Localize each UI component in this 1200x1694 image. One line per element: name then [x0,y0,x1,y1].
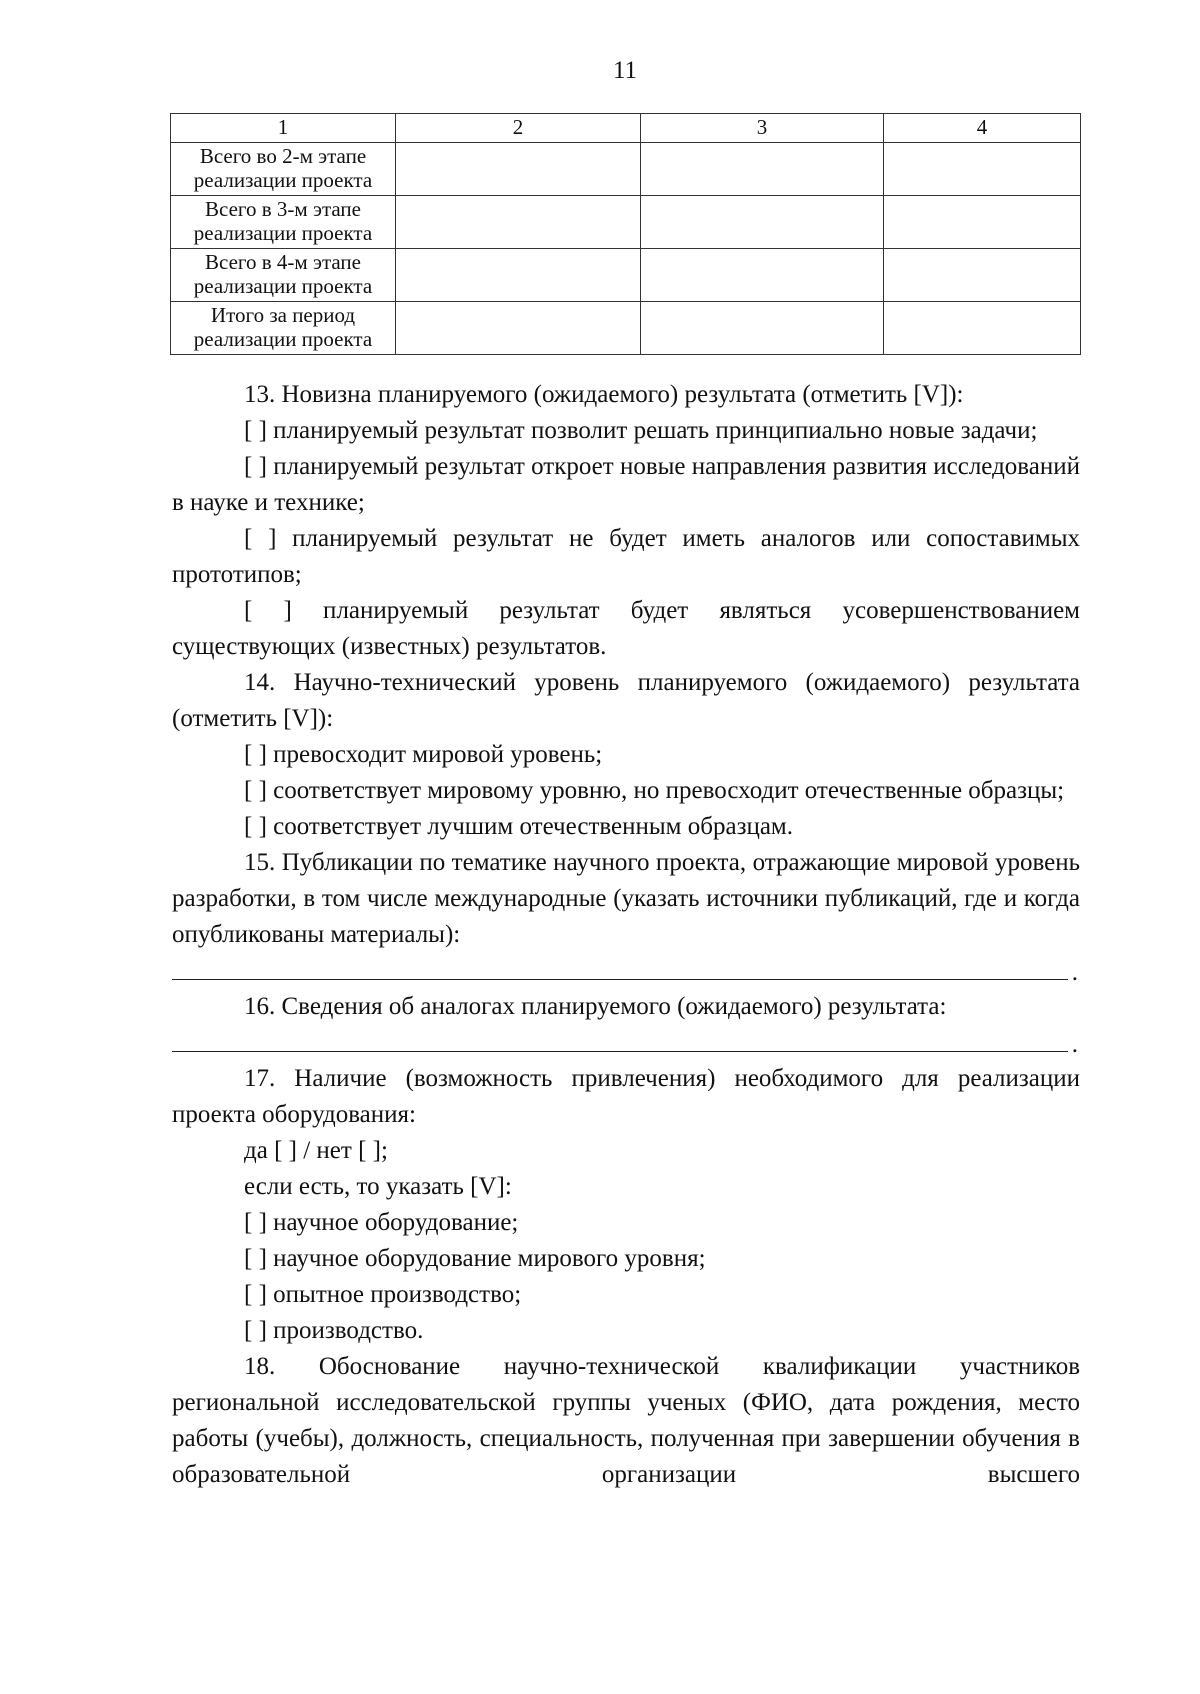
table-row [171,143,1081,196]
table-cell [641,143,884,196]
table-row [171,249,1081,302]
table-cell [396,249,641,302]
underline-rule [172,1051,1068,1052]
section-18-heading: 18. Обоснование научно-технической квалификации участников региональной исследовательской группы ученых (ФИО, дата рождения, место работы (учебы), должность, специальность, полученная при завершении обучения в образовательной организации высшего [172,1353,1080,1488]
budget-table [170,113,1081,355]
checkbox-option[interactable]: [ ] научное оборудование; [244,1209,519,1236]
checkbox-option[interactable]: [ ] производство. [244,1317,424,1344]
table-row-label: Всего в 4-м этапе реализации проекта [171,249,396,302]
checkbox-option[interactable]: [ ] научное оборудование мирового уровня; [244,1245,706,1272]
table-cell [884,249,1081,302]
table-cell [396,196,641,249]
checkbox-option[interactable]: [ ] опытное производство; [244,1281,522,1308]
checkbox-option[interactable]: [ ] соответствует лучшим отечественным образцам. [244,813,793,840]
table-cell [396,143,641,196]
table-cell [641,302,884,355]
line-end-period: . [1071,959,1078,986]
table-header-cell: 3 [641,114,884,143]
yes-no-choice[interactable]: да [ ] / нет [ ]; [244,1137,388,1164]
section-14-heading: 14. Научно-технический уровень планируемого (ожидаемого) результата (отметить [V]): [172,669,1080,732]
table-header-cell: 4 [884,114,1081,143]
table-header-row [171,114,1081,143]
checkbox-option[interactable]: [ ] планируемый результат будет являться усовершенствованием существующих (известных) результатов. [172,597,1080,660]
checkbox-option[interactable]: [ ] планируемый результат позволит решать принципиально новые задачи; [244,417,1038,444]
document-body [172,377,1080,1493]
table-row [171,196,1081,249]
if-yes-instruction: если есть, то указать [V]: [244,1173,512,1200]
checkbox-option[interactable]: [ ] планируемый результат не будет иметь аналогов или сопоставимых прототипов; [172,525,1080,588]
section-15-heading: 15. Публикации по тематике научного проекта, отражающие мировой уровень разработки, в том числе международные (указать источники публикаций, где и когда опубликованы материалы): [172,849,1080,948]
table-cell [641,249,884,302]
table-cell [884,143,1081,196]
table-cell [641,196,884,249]
line-end-period: . [1071,1031,1078,1058]
table-header-cell: 1 [171,114,396,143]
table-row-label: Всего во 2-м этапе реализации проекта [171,143,396,196]
checkbox-option[interactable]: [ ] планируемый результат откроет новые направления развития исследований в науке и технике; [172,453,1080,516]
table-cell [884,302,1081,355]
section-16-heading: 16. Сведения об аналогах планируемого (ожидаемого) результата: [244,993,947,1020]
checkbox-option[interactable]: [ ] превосходит мировой уровень; [244,741,603,768]
checkbox-option[interactable]: [ ] соответствует мировому уровню, но превосходит отечественные образцы; [244,777,1065,804]
section-13-heading: 13. Новизна планируемого (ожидаемого) результата (отметить [V]): [244,381,964,408]
publications-fill-line[interactable] [172,953,1080,989]
section-17-heading: 17. Наличие (возможность привлечения) необходимого для реализации проекта оборудования: [172,1065,1080,1128]
table-row-label: Всего в 3-м этапе реализации проекта [171,196,396,249]
table-cell [884,196,1081,249]
table-row-label: Итого за период реализации проекта [171,302,396,355]
page-number: 11 [612,57,638,84]
table-cell [396,302,641,355]
table-header-cell: 2 [396,114,641,143]
table-row [171,302,1081,355]
underline-rule [172,979,1068,980]
analogs-fill-line[interactable] [172,1025,1080,1061]
